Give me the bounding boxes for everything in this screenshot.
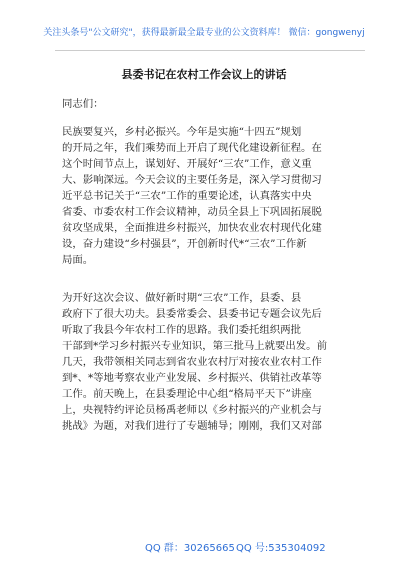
paragraph-line: 省委、市委农村工作会议精神，动员全县上下巩固拓展脱 (62, 206, 322, 218)
paragraph-2 (62, 290, 354, 434)
qq-number-link[interactable]: QQ 号:535304092 (236, 543, 326, 554)
paragraph-line: 挑战》为题，对我们进行了专题辅导；刚刚，我们又对部 (62, 420, 322, 432)
paragraph-line: 近平总书记关于“三农”工作的重要论述，认真落实中央 (62, 190, 312, 202)
paragraph-line: 干部到*学习乡村振兴专业知识，第三批马上就要出发。前 (62, 340, 327, 352)
paragraph-line: 的开局之年，我们乘势而上开启了现代化建设新征程。在 (62, 142, 322, 154)
paragraph-line: 设，奋力建设“乡村强县”，开创新时代*“三农”工作新 (62, 238, 307, 250)
paragraph-line: 大、影响深远。今天会议的主要任务是，深入学习贯彻习 (62, 174, 322, 186)
paragraph-line: 局面。 (62, 254, 94, 266)
header-divider (55, 50, 365, 51)
paragraph-line: 到*、*等地考察农业产业发展、乡村振兴、供销社改革等 (62, 372, 322, 384)
paragraph-line: 听取了我县今年农村工作的思路。我们委托组织两批 (62, 324, 301, 336)
paragraph-line: 民族要复兴，乡村必振兴。今年是实施“十四五”规划 (62, 126, 302, 138)
paragraph-1 (62, 124, 354, 268)
paragraph-line: 这个时间节点上，谋划好、开展好“三农”工作，意义重 (62, 158, 312, 170)
header-promo-note: 关注头条号"公文研究"，获得最新最全最专业的公文资料库！ 微信：gongwenyj (43, 28, 365, 38)
paragraph-line: 政府下了很大功夫。县委常委会、县委书记专题会议先后 (62, 308, 322, 320)
document-title: 县委书记在农村工作会议上的讲话 (121, 68, 287, 81)
paragraph-line: 工作。前天晚上，在县委理论中心组“格局平天下”讲座 (62, 388, 312, 400)
qq-group-link[interactable]: QQ 群：30265665 (145, 543, 235, 554)
greeting-line: 同志们： (62, 98, 104, 110)
paragraph-line: 上，央视特约评论员杨禹老师以《乡村振兴的产业机会与 (62, 404, 322, 416)
paragraph-line: 贫攻坚成果，全面推进乡村振兴，加快农业农村现代化建 (62, 222, 322, 234)
paragraph-line: 为开好这次会议、做好新时期“三农”工作，县委、县 (62, 292, 302, 304)
paragraph-line: 几天，我带领相关同志到省农业农村厅对接农业农村工作 (62, 356, 322, 368)
